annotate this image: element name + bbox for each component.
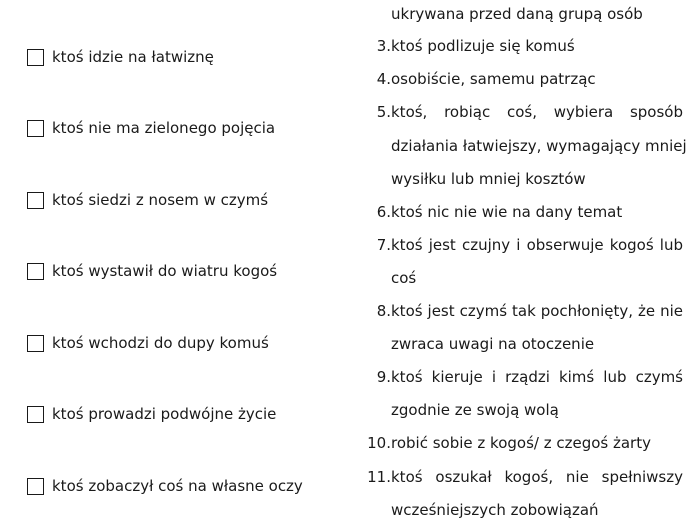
definition-7 [365,235,683,255]
definition-text: ktoś jest czujny i obserwuje kogoś lub [391,236,683,254]
checkbox[interactable] [27,120,44,137]
left-item-5 [27,332,269,354]
definition-3 [365,36,683,56]
left-item-3 [27,189,268,211]
definition-11 [365,467,683,487]
checkbox[interactable] [27,335,44,352]
definition-10 [365,433,683,453]
definition-text: ktoś, robiąc coś, wybiera sposób [391,103,683,121]
definition-4 [365,69,683,89]
definition-text-continued: zgodnie ze swoją wolą [391,401,559,419]
definition-number: 7. [376,236,391,254]
left-item-6 [27,403,276,425]
definition-number: 6. [376,203,391,221]
left-item-label: ktoś prowadzi podwójne życie [52,405,277,423]
left-item-label: ktoś zobaczył coś na własne oczy [52,477,303,495]
left-item-label: ktoś wchodzi do dupy komuś [52,334,269,352]
definition-number: 8. [376,302,391,320]
definition-text-continued: działania łatwiejszy, wymagający mniej [391,137,687,155]
checkbox[interactable] [27,406,44,423]
definition-5 [365,102,683,122]
definition-8 [365,301,683,321]
checkbox[interactable] [27,192,44,209]
definition-number: 4. [376,70,391,88]
left-item-4 [27,260,277,282]
definition-number: 10. [367,434,391,452]
definition-text: robić sobie z kogoś/ z czegoś żarty [391,434,651,452]
definition-text: ktoś kieruje i rządzi kimś lub czymś [391,368,683,386]
definition-text-continued: wcześniejszych zobowiązań [391,501,599,519]
definition-text-continued: zwraca uwagi na otoczenie [391,335,595,353]
definition-number: 3. [376,37,391,55]
definition-text: osobiście, samemu patrząc [391,70,596,88]
checkbox[interactable] [27,478,44,495]
checkbox[interactable] [27,49,44,66]
checkbox[interactable] [27,263,44,280]
left-item-label: ktoś siedzi z nosem w czymś [52,191,269,209]
left-item-2 [27,117,275,139]
definition-9 [365,367,683,387]
definition-6 [365,202,683,222]
definition-text: ktoś oszukał kogoś, nie spełniwszy [391,468,683,486]
left-item-1 [27,46,214,68]
definition-text: ktoś jest czymś tak pochłonięty, że nie [391,302,683,320]
definition-number: 5. [376,103,391,121]
left-item-7 [27,475,303,497]
definition-text: ktoś nic nie wie na dany temat [391,203,623,221]
left-item-label: ktoś wystawił do wiatru kogoś [52,262,278,280]
left-item-label: ktoś nie ma zielonego pojęcia [52,119,276,137]
definition-continuation: ukrywana przed daną grupą osób [391,5,643,23]
left-item-label: ktoś idzie na łatwiznę [52,48,214,66]
definition-text-continued: wysiłku lub mniej kosztów [391,170,586,188]
definition-text: ktoś podlizuje się komuś [391,37,575,55]
definition-text-continued: coś [391,269,417,287]
definition-number: 9. [376,368,391,386]
definition-number: 11. [367,468,391,486]
